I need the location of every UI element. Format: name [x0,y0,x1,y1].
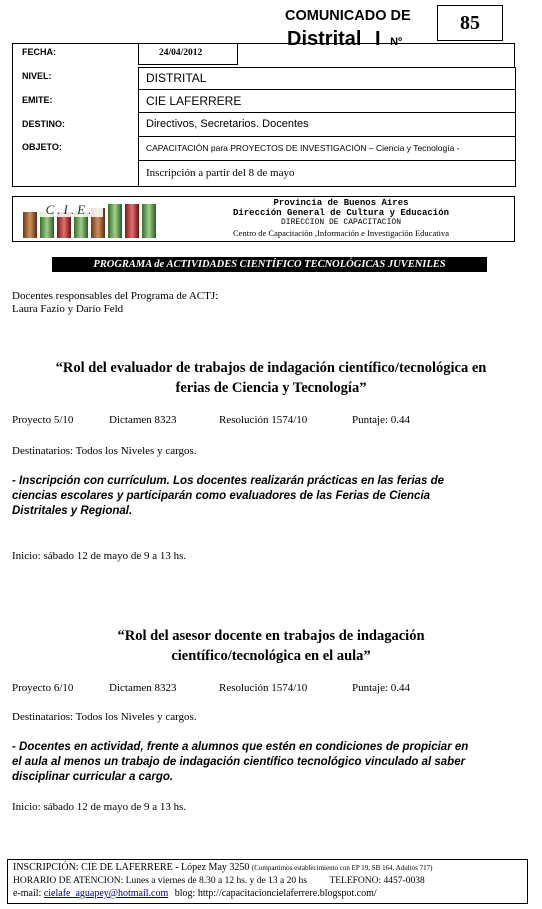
course2-proyecto: Proyecto 6/10 [12,682,74,694]
responsables-line1: Docentes responsables del Programa de ACTJ: [12,290,219,302]
program-title: PROGRAMA de ACTIVIDADES CIENTÍFICO TECNOLÓGICAS JUVENILES [52,257,487,272]
footer-horario: HORARIO DE ATENCION: Lunes a viernes de 8.30 a 12 hs. y de 13 a 20 hs [13,876,307,886]
objeto-value: CAPACITACIÓN para PROYECTOS DE INVESTIGACIÓN – Ciencia y Tecnología - [146,143,460,153]
emite-label: EMITE: [22,95,53,105]
course2-title-line2: científico/tecnológica en el aula” [171,648,371,664]
info-table [12,43,515,187]
course1-inicio: Inicio: sábado 12 de mayo de 9 a 13 hs. [12,550,187,562]
course2-puntaje: Puntaje: 0.44 [352,682,411,694]
course1-proyecto: Proyecto 5/10 [12,414,74,426]
course2-title-line1: “Rol del asesor docente en trabajos de indagación [117,628,425,644]
footer-email-label: e-mail: [13,888,42,899]
footer-blog-link[interactable]: http://capacitacioncielaferrere.blogspot.com/ [197,888,377,899]
course2-desc-line1: - Docentes en actividad, frente a alumnos que estén en condiciones de propiciar en [12,741,469,753]
objeto-label: OBJETO: [22,142,62,152]
footer-box [7,859,528,904]
destino-value: Directivos, Secretarios. Docentes [146,118,309,130]
nivel-cell [138,67,516,91]
cie-logo [21,200,159,238]
footer-email-link[interactable]: cielafe_aguapey@hotmail.com [43,888,169,899]
fecha-cell [138,43,238,65]
provincia-line: Provincia de Buenos Aires [273,198,409,208]
fecha-value: 24/04/2012 [159,48,203,58]
course2-destinatarios: Destinatarios: Todos los Niveles y cargos. [12,711,197,723]
series-label: I [375,28,381,50]
number-label: Nº [390,36,403,48]
comunicado-number: 85 [437,5,503,41]
capacitacion-line: DIRECCION DE CAPACITACION [280,218,402,227]
emite-value: CIE LAFERRERE [146,94,242,108]
course1-desc-line2: ciencias escolares y participarán como evaluadores de las Ferias de Ciencia [12,490,431,502]
objeto-cell [138,136,516,162]
centro-line: Centro de Capacitación ,Información e Investigación Educativa [233,228,449,238]
fecha-label: FECHA: [22,47,56,57]
course2-meta [12,682,512,696]
course2-desc-line2: el aula al menos un trabajo de indagación científico tecnológico vinculado al saber [12,756,466,768]
destino-label: DESTINO: [22,119,66,129]
course2-inicio: Inicio: sábado 12 de mayo de 9 a 13 hs. [12,801,187,813]
course1-desc-line3: Distritales y Regional. [12,505,133,517]
course1-desc-line1: - Inscripción con currículum. Los docentes realizarán prácticas en las ferias de [12,475,445,487]
course1-destinatarios: Destinatarios: Todos los Niveles y cargos. [12,445,197,457]
course2-desc-line3: disciplinar curricular a cargo. [12,771,174,783]
course1-meta [12,414,512,428]
inscripcion-cell [138,160,516,187]
inscripcion-value: Inscripción a partir del 8 de mayo [146,167,295,179]
destino-cell [138,112,516,138]
institution-banner [12,196,515,242]
nivel-label: NIVEL: [22,71,52,81]
course1-puntaje: Puntaje: 0.44 [352,414,411,426]
course1-resolucion: Resolución 1574/10 [219,414,308,426]
course2-dictamen: Dictamen 8323 [109,682,177,694]
nivel-value: DISTRITAL [146,71,207,85]
comunicado-title: COMUNICADO DE [285,8,411,24]
emite-cell [138,89,516,114]
distrital-label: Distrital [287,28,362,50]
footer-telefono: TELEFONO: 4457-0038 [329,876,425,886]
course1-title-line1: “Rol del evaluador de trabajos de indagación científico/tecnológica en [55,360,487,376]
course1-dictamen: Dictamen 8323 [109,414,177,426]
logo-text: C.I.E. [45,202,95,217]
direccion-line: Dirección General de Cultura y Educación [232,208,450,218]
footer-inscripcion: INSCRIPCIÓN: CIE DE LAFERRERE - López May 3250 [13,862,250,873]
footer-compartimos: (Compartimos establecimiento con EP 19, SB 164, Adultos 717) [251,864,433,872]
footer-blog-label: blog: [174,888,196,899]
course2-resolucion: Resolución 1574/10 [219,682,308,694]
responsables-line2: Laura Fazio y Darío Feld [12,303,124,315]
course1-title-line2: ferias de Ciencia y Tecnología” [175,380,367,396]
